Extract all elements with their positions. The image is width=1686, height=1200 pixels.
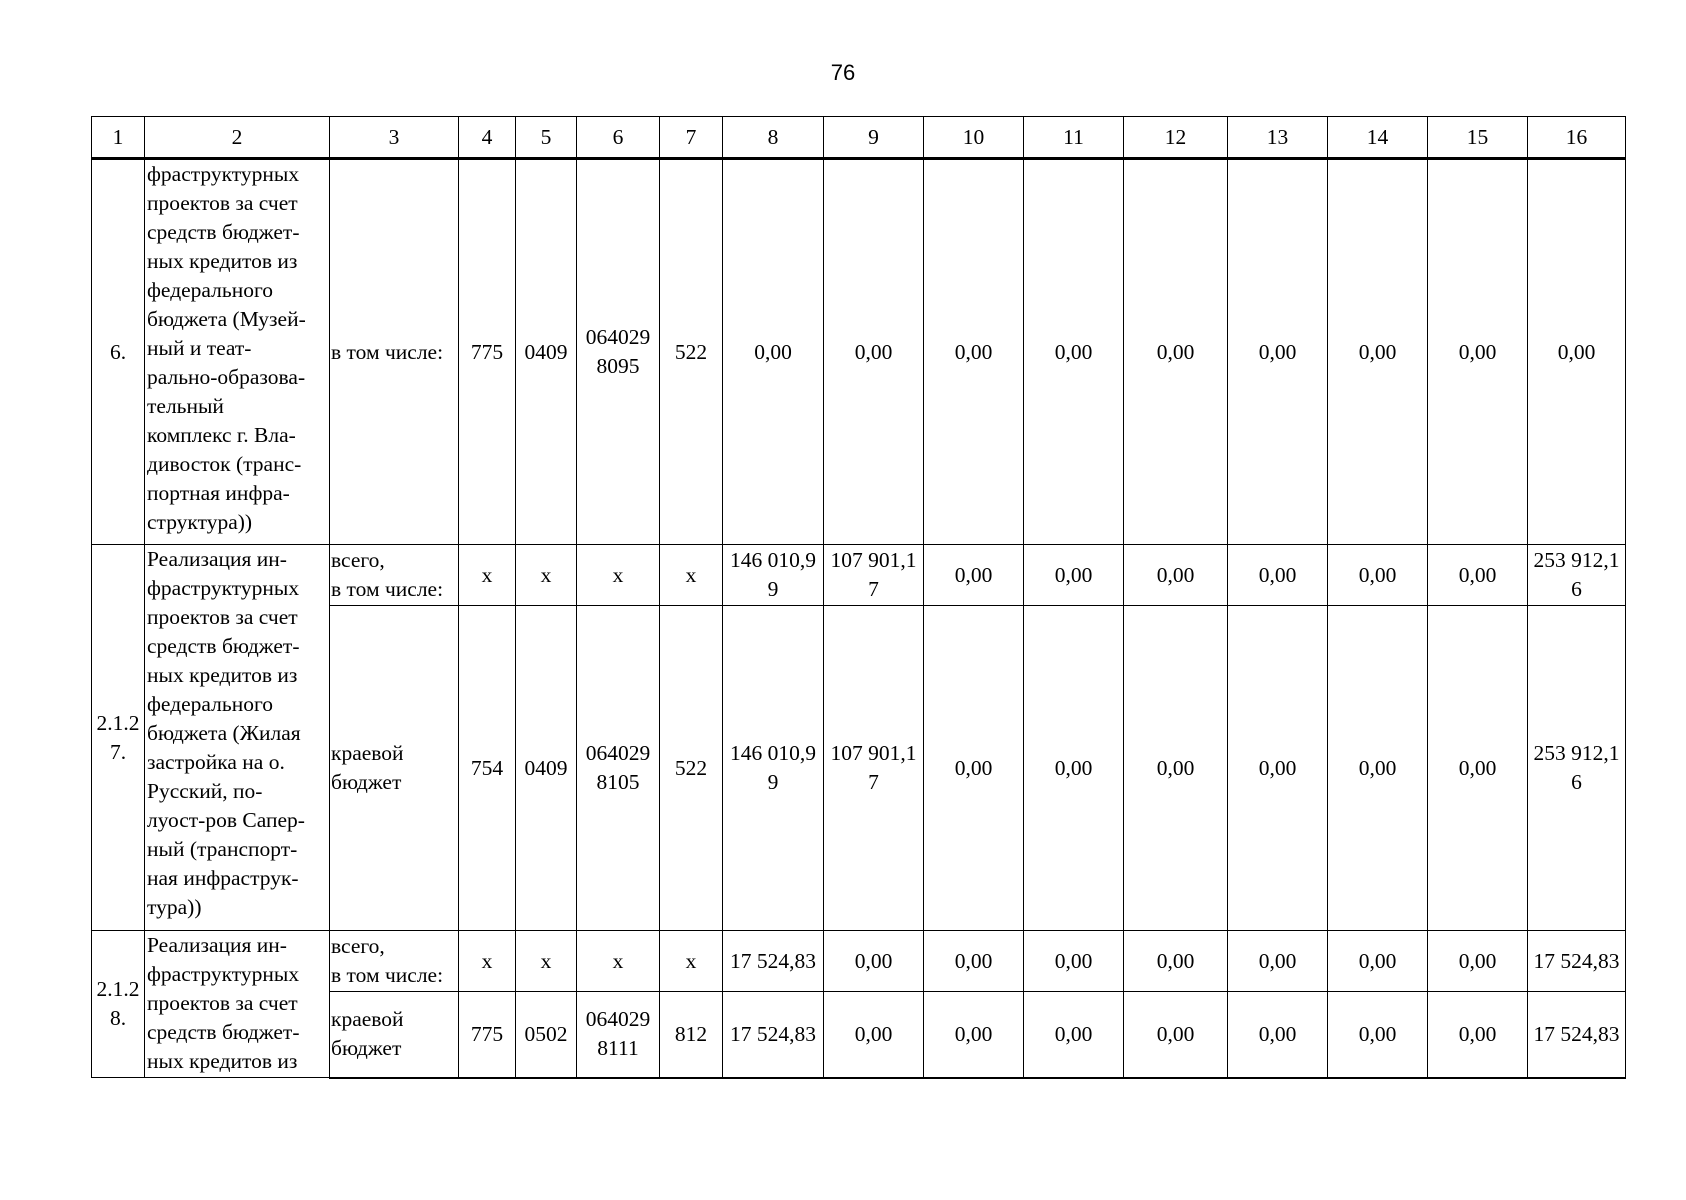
expense-type: 812 (660, 992, 723, 1078)
value-cell: 0,00 (1428, 931, 1528, 992)
value-cell: 0,00 (1124, 606, 1228, 931)
value-cell: 0,00 (1228, 159, 1328, 545)
value-cell: 0,00 (1328, 992, 1428, 1078)
header-cell: 1 (92, 117, 145, 159)
value-cell: 17 524,83 (1528, 992, 1626, 1078)
section-code: x (516, 545, 577, 606)
value-cell: 0,00 (1328, 159, 1428, 545)
funding-source: всего, в том числе: (330, 545, 459, 606)
value-cell: 0,00 (1124, 545, 1228, 606)
table-row (92, 545, 1626, 606)
section-code: 0502 (516, 992, 577, 1078)
value-cell: 17 524,83 (723, 931, 824, 992)
value-cell: 0,00 (924, 992, 1024, 1078)
header-cell: 15 (1428, 117, 1528, 159)
value-cell: 0,00 (924, 545, 1024, 606)
expense-type: 522 (660, 159, 723, 545)
row-number: 6. (92, 159, 145, 545)
value-cell: 17 524,83 (723, 992, 824, 1078)
section-code: 0409 (516, 606, 577, 931)
budget-table (91, 116, 1626, 1079)
value-cell: 0,00 (1428, 992, 1528, 1078)
header-cell: 4 (459, 117, 516, 159)
header-cell: 16 (1528, 117, 1626, 159)
header-cell: 9 (824, 117, 924, 159)
value-cell: 0,00 (1228, 931, 1328, 992)
value-cell: 0,00 (1328, 931, 1428, 992)
value-cell: 0,00 (1528, 159, 1626, 545)
value-cell: 0,00 (1328, 545, 1428, 606)
funding-source: всего, в том числе: (330, 931, 459, 992)
header-cell: 10 (924, 117, 1024, 159)
value-cell: 0,00 (1428, 545, 1528, 606)
gr-code: 775 (459, 992, 516, 1078)
event-name: Реализация ин- фраструктурных проектов за счет средств бюджет- ных кредитов из (145, 931, 330, 1078)
section-code: x (516, 931, 577, 992)
header-cell: 5 (516, 117, 577, 159)
value-cell: 0,00 (1024, 159, 1124, 545)
funding-source: в том числе: (330, 159, 459, 545)
funding-source: краевой бюджет (330, 606, 459, 931)
value-cell: 0,00 (1228, 606, 1328, 931)
value-cell: 0,00 (723, 159, 824, 545)
target-article: 064029 8111 (577, 992, 660, 1078)
value-cell: 253 912,1 6 (1528, 606, 1626, 931)
value-cell: 107 901,1 7 (824, 545, 924, 606)
header-cell: 2 (145, 117, 330, 159)
header-cell: 7 (660, 117, 723, 159)
value-cell: 0,00 (1328, 606, 1428, 931)
gr-code: x (459, 545, 516, 606)
row-number: 2.1.2 8. (92, 931, 145, 1078)
value-cell: 0,00 (1228, 992, 1328, 1078)
table-row (92, 931, 1626, 992)
event-name: фраструктурных проектов за счет средств бюджет- ных кредитов из федерального бюджета (Музей- ный и теат- рально-образова- тельный комплекс г. Вла- дивосток (транс- портная инфра- структура)) (145, 159, 330, 545)
value-cell: 146 010,9 9 (723, 545, 824, 606)
header-cell: 14 (1328, 117, 1428, 159)
gr-code: 754 (459, 606, 516, 931)
value-cell: 107 901,1 7 (824, 606, 924, 931)
expense-type: x (660, 545, 723, 606)
header-cell: 11 (1024, 117, 1124, 159)
value-cell: 17 524,83 (1528, 931, 1626, 992)
value-cell: 0,00 (924, 931, 1024, 992)
value-cell: 253 912,1 6 (1528, 545, 1626, 606)
header-cell: 3 (330, 117, 459, 159)
target-article: x (577, 931, 660, 992)
page-number: 76 (830, 60, 856, 85)
row-number: 2.1.2 7. (92, 545, 145, 931)
value-cell: 0,00 (824, 931, 924, 992)
value-cell: 0,00 (1124, 931, 1228, 992)
expense-type: 522 (660, 606, 723, 931)
value-cell: 0,00 (1024, 606, 1124, 931)
header-row (92, 117, 1626, 159)
value-cell: 0,00 (1024, 992, 1124, 1078)
expense-type: x (660, 931, 723, 992)
target-article: 064029 8095 (577, 159, 660, 545)
target-article: x (577, 545, 660, 606)
value-cell: 0,00 (1124, 992, 1228, 1078)
gr-code: 775 (459, 159, 516, 545)
header-cell: 6 (577, 117, 660, 159)
funding-source: краевой бюджет (330, 992, 459, 1078)
value-cell: 0,00 (1428, 606, 1528, 931)
value-cell: 0,00 (924, 606, 1024, 931)
value-cell: 0,00 (924, 159, 1024, 545)
value-cell: 0,00 (1228, 545, 1328, 606)
value-cell: 0,00 (824, 159, 924, 545)
value-cell: 0,00 (1024, 931, 1124, 992)
value-cell: 146 010,9 9 (723, 606, 824, 931)
value-cell: 0,00 (824, 992, 924, 1078)
gr-code: x (459, 931, 516, 992)
table-row (92, 159, 1626, 545)
value-cell: 0,00 (1024, 545, 1124, 606)
section-code: 0409 (516, 159, 577, 545)
target-article: 064029 8105 (577, 606, 660, 931)
value-cell: 0,00 (1124, 159, 1228, 545)
header-cell: 12 (1124, 117, 1228, 159)
header-cell: 8 (723, 117, 824, 159)
event-name: Реализация ин- фраструктурных проектов за счет средств бюджет- ных кредитов из федерального бюджета (Жилая застройка на о. Русский, по- луост-ров Сапер- ный (транспорт- ная инфраструк- тура)) (145, 545, 330, 931)
value-cell: 0,00 (1428, 159, 1528, 545)
header-cell: 13 (1228, 117, 1328, 159)
